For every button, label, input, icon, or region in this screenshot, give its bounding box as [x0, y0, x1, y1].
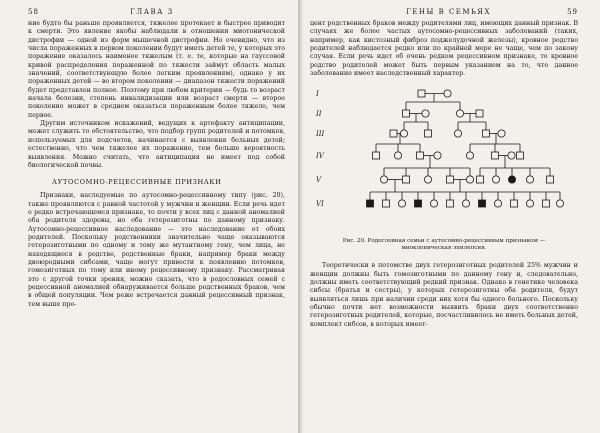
pedigree-female — [526, 176, 533, 183]
pedigree-female — [424, 176, 431, 183]
pedigree-male — [447, 176, 454, 183]
pedigree-female — [498, 130, 505, 137]
pedigree-male — [417, 152, 424, 159]
pedigree-female — [422, 110, 429, 117]
generation-label-4: IV — [316, 152, 324, 161]
pedigree-male — [425, 130, 432, 137]
pedigree-male — [403, 176, 410, 183]
left-body — [28, 20, 285, 309]
right-running-title: ГЕНЫ В СЕМЬЯХ — [406, 8, 491, 16]
pedigree-female — [444, 90, 451, 97]
right-running-header — [310, 8, 578, 16]
pedigree-male — [492, 152, 499, 159]
pedigree-male — [373, 152, 380, 159]
pedigree-male — [418, 90, 425, 97]
pedigree-affected-male — [367, 200, 374, 207]
pedigree-female — [394, 152, 401, 159]
pedigree-female — [556, 200, 563, 207]
pedigree-female — [430, 200, 437, 207]
pedigree-affected-male — [415, 200, 422, 207]
figure-caption: Рис. 20. Родословная семьи с аутосомно-рецессивным признаком — миоклоническая эпилепсия. — [342, 238, 546, 252]
pedigree-female — [454, 130, 461, 137]
right-body — [310, 20, 578, 329]
pedigree-male — [477, 176, 484, 183]
right-paragraph-1: цент родственных браков между родителями лиц, имеющих данный признак. В случаях же более частых аутосомно-рецессивных заболеваний (таких, например, как кистозный фиброз поджелудочной железы), кровное родство родителей наблюдается редко или по крайней мере не чаще, чем по закону случая. Если речь идет об очень редком рецессивном признаке, то кровное родство родителей может быть первым указанием на то, что данное заболевание имеет наследственный характер. — [310, 20, 578, 78]
section-heading: АУТОСОМНО-РЕЦЕССИВНЫЕ ПРИЗНАКИ — [52, 178, 222, 187]
generation-label-1: I — [316, 90, 319, 99]
pedigree-male — [517, 152, 524, 159]
pedigree-male — [547, 176, 554, 183]
pedigree-female — [398, 200, 405, 207]
pedigree-chart — [310, 84, 578, 232]
pedigree-male — [543, 200, 550, 207]
pedigree-female — [466, 176, 473, 183]
pedigree-male — [383, 200, 390, 207]
pedigree-female — [494, 200, 501, 207]
pedigree-female — [400, 130, 407, 137]
pedigree-female — [508, 152, 515, 159]
pedigree-female — [492, 176, 499, 183]
generation-label-3: III — [316, 130, 325, 139]
pedigree-figure — [310, 84, 578, 252]
pedigree-male — [390, 130, 397, 137]
pedigree-male — [483, 130, 490, 137]
left-page-number: 58 — [28, 8, 39, 16]
pedigree-female — [466, 152, 473, 159]
pedigree-female — [526, 200, 533, 207]
book-gutter — [298, 0, 304, 433]
left-paragraph-3: Признаки, наследуемые по аутосомно-рецессивному типу (рис. 20), также проявляются с равной частотой у мужчин и женщин. Если речь идет о редко встречающемся признаке, то почти у всех лиц с данной аномалией оба родителя здоровы, но оба гетерозиготны по данному признаку. Аутосомно-рецессивное наследование — это наследование от обоих родителей. Поскольку родственники значительно чаще оказываются гетерозиготными по одному и тому же мутантному гену, чем лица, не находящиеся в родстве, родственные браки, например браки между двоюродными сибсами, чаще могут привести к появлению потомков, гомозиготных по тому или иному рецессивному признаку. Рассматривая это с другой точки зрения, можно сказать, что в родословных семей с рецессивной аномалией обнаруживается больше родственных браков, чем в общей популяции. Чем реже встречается данный рецессивный признак, тем выше про- — [28, 192, 285, 308]
generation-label-6: VI — [316, 200, 324, 209]
left-running-header — [28, 8, 285, 16]
pedigree-male — [447, 200, 454, 207]
pedigree-female — [462, 200, 469, 207]
right-paragraph-2: Теоретически в потомстве двух гетерозиготных родителей 25% мужчин и женщин должны быть гомозиготными по данному гену и, следовательно, должны иметь соответствующий редкий признак. Однако в генетике человека сибсы (братья и сестры), у которых гетерозиготны оба родителя, будут выявляться лишь при наличии среди них хотя бы одного больного. Поскольку обычно почти нет возможности выявить браки двух соответственно гетерозиготных родителей, которые, посчастливилось не иметь больных детей, комплект сибсов, в которых имеет- — [310, 262, 578, 328]
pedigree-male — [476, 110, 483, 117]
left-paragraph-2: Другим источником искажений, ведущих к артефакту антиципации, может служить то обстоятельство, что подбор групп родителей и потомков, используемых для подсчетов, начинается с выявления больных детей; естественно, что чем тяжелее их поражение, тем больше вероятность выявления. Можно считать, что антиципация не имеет под собой биологической почвы. — [28, 120, 285, 169]
generation-label-2: II — [316, 110, 322, 119]
pedigree-female — [434, 152, 441, 159]
pedigree-female — [456, 110, 463, 117]
pedigree-male — [511, 200, 518, 207]
left-paragraph-1: ние будто бы раньше проявляется, тяжелее протекает и быстрее приводит к смерти. Это явление якобы наблюдали в отношении миотонической дистрофии — одной из форм мышечной дистрофии. Но очевидно, что из числа пораженных в первом поколении будут иметь детей те, у которых это поражение оказалось наименее тяжелым (т. е. те, которые на гауссовой кривой распределения пораженной по тяжести займут область малых значений, соответствующую более легким проявлениям), однако у их пораженных детей — во втором поколении — диапазон тяжести поражений будет представлен полнее. Поэтому при любом критерии — будь то возраст начала болезни, степень инвалидизации или возраст смерти — второе поколение может в среднем оказаться пораженным более тяжело, чем первое. — [28, 20, 285, 119]
right-page — [300, 0, 600, 433]
pedigree-male — [403, 110, 410, 117]
pedigree-female — [380, 176, 387, 183]
right-page-number: 59 — [567, 8, 578, 16]
pedigree-affected-male — [479, 200, 486, 207]
generation-label-5: V — [316, 176, 322, 185]
pedigree-affected-female — [508, 176, 515, 183]
left-running-title: ГЛАВА 3 — [130, 8, 174, 16]
